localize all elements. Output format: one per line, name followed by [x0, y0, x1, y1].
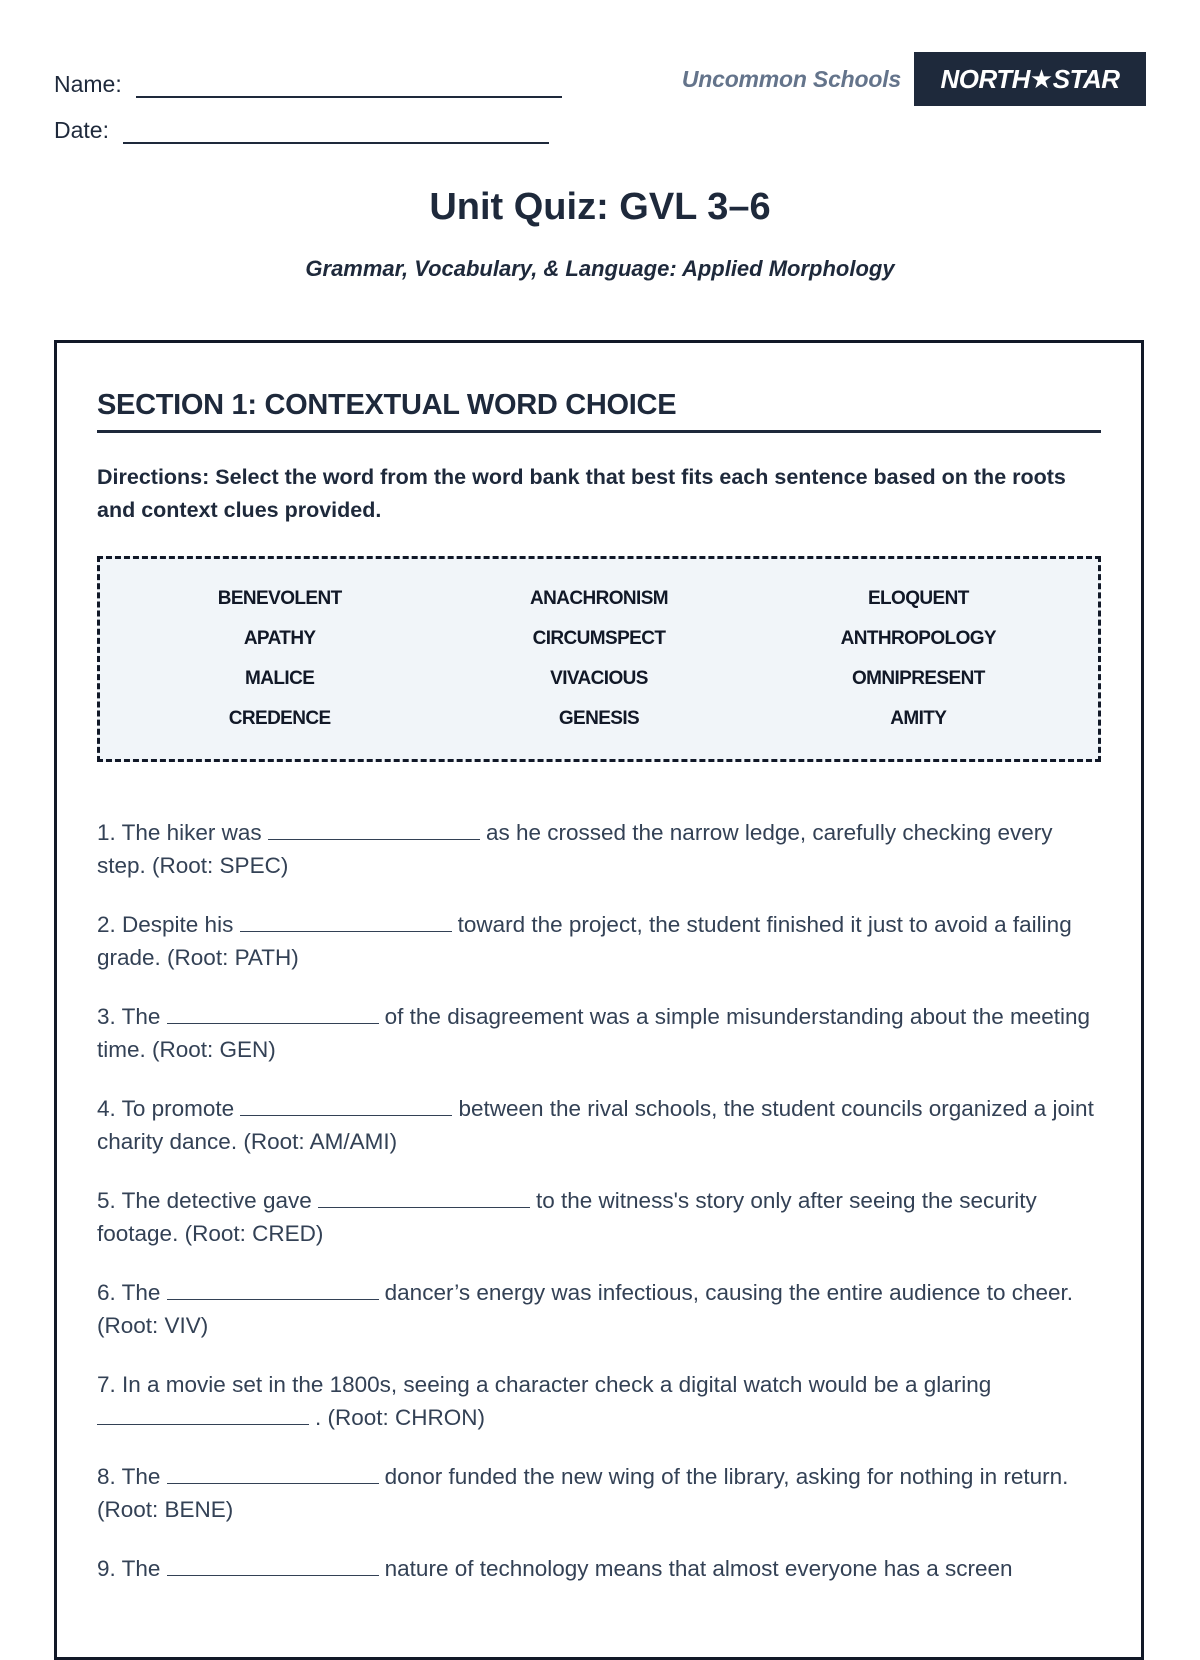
question-text-before: 2. Despite his	[97, 912, 234, 937]
answer-blank[interactable]	[167, 1463, 379, 1484]
question-text-after: . (Root: CHRON)	[315, 1405, 486, 1430]
question-text-before: 7. In a movie set in the 1800s, seeing a character check a digital watch would be a glaring	[97, 1372, 992, 1397]
name-blank-line	[136, 70, 562, 98]
date-field	[54, 116, 549, 144]
question-list	[97, 816, 1105, 1611]
question-item	[97, 1460, 1105, 1526]
question-text-after: nature of technology means that almost everyone has a screen	[384, 1556, 1013, 1581]
answer-blank[interactable]	[268, 819, 480, 840]
question-text-before: 8. The	[97, 1464, 161, 1489]
date-blank-line	[123, 116, 549, 144]
question-text-after: as he crossed the narrow ledge, carefully checking every step. (Root: SPEC)	[97, 820, 1053, 878]
brand	[682, 52, 1146, 106]
north-star-logo: NORTH★STAR	[914, 52, 1146, 106]
word-bank-item: BENEVOLENT	[217, 588, 342, 609]
question-item	[97, 1368, 1105, 1434]
question-item	[97, 1184, 1105, 1250]
question-item	[97, 1276, 1105, 1342]
word-bank-item: CIRCUMSPECT	[532, 628, 666, 649]
question-text-before: 5. The detective gave	[97, 1188, 312, 1213]
page-title: Unit Quiz: GVL 3–6	[429, 186, 771, 228]
word-bank-item: OMNIPRESENT	[851, 668, 985, 689]
question-text-after: dancer’s energy was infectious, causing the entire audience to cheer. (Root: VIV)	[97, 1280, 1074, 1338]
section-title: SECTION 1: CONTEXTUAL WORD CHOICE	[97, 389, 1101, 433]
page-header	[54, 52, 1146, 162]
answer-blank[interactable]	[167, 1003, 379, 1024]
question-text-before: 9. The	[97, 1556, 161, 1581]
question-item	[97, 816, 1105, 882]
question-text-after: of the disagreement was a simple misunderstanding about the meeting time. (Root: GEN)	[97, 1004, 1091, 1062]
answer-blank[interactable]	[240, 1095, 452, 1116]
name-label: Name:	[54, 71, 122, 97]
answer-blank[interactable]	[167, 1555, 379, 1576]
question-text-before: 1. The hiker was	[97, 820, 262, 845]
question-item	[97, 1552, 1105, 1585]
answer-blank[interactable]	[97, 1404, 309, 1425]
word-bank-item: CREDENCE	[228, 708, 331, 729]
question-item	[97, 1092, 1105, 1158]
question-item	[97, 1000, 1105, 1066]
word-bank-item: VIVACIOUS	[550, 668, 648, 689]
quiz-section-card	[54, 340, 1144, 1660]
question-text-before: 4. To promote	[97, 1096, 235, 1121]
question-text-after: to the witness's story only after seeing the security footage. (Root: CRED)	[97, 1188, 1037, 1246]
word-bank-item: ANTHROPOLOGY	[840, 628, 996, 649]
word-bank-item: MALICE	[245, 668, 315, 689]
question-item	[97, 908, 1105, 974]
answer-blank[interactable]	[240, 911, 452, 932]
word-bank-item: APATHY	[243, 628, 316, 649]
question-text-after: between the rival schools, the student councils organized a joint charity dance. (Root: AM/AMI)	[97, 1096, 1094, 1154]
word-bank-item: AMITY	[890, 708, 947, 729]
word-bank	[97, 556, 1101, 762]
directions: Directions: Select the word from the word bank that best fits each sentence based on the roots and context clues provided.	[97, 465, 1066, 522]
word-bank-item: GENESIS	[558, 708, 640, 729]
answer-blank[interactable]	[318, 1187, 530, 1208]
word-bank-item: ANACHRONISM	[529, 588, 668, 609]
question-text-before: 3. The	[97, 1004, 161, 1029]
question-text-before: 6. The	[97, 1280, 161, 1305]
date-label: Date:	[54, 117, 109, 143]
school-name: Uncommon Schools	[681, 65, 901, 92]
name-field	[54, 70, 562, 98]
answer-blank[interactable]	[167, 1279, 379, 1300]
word-bank-item: ELOQUENT	[867, 588, 969, 609]
page-subtitle: Grammar, Vocabulary, & Language: Applied Morphology	[305, 256, 895, 281]
question-text-after: toward the project, the student finished it just to avoid a failing grade. (Root: PATH)	[97, 912, 1072, 970]
question-text-after: donor funded the new wing of the library, asking for nothing in return. (Root: BENE)	[97, 1464, 1069, 1522]
